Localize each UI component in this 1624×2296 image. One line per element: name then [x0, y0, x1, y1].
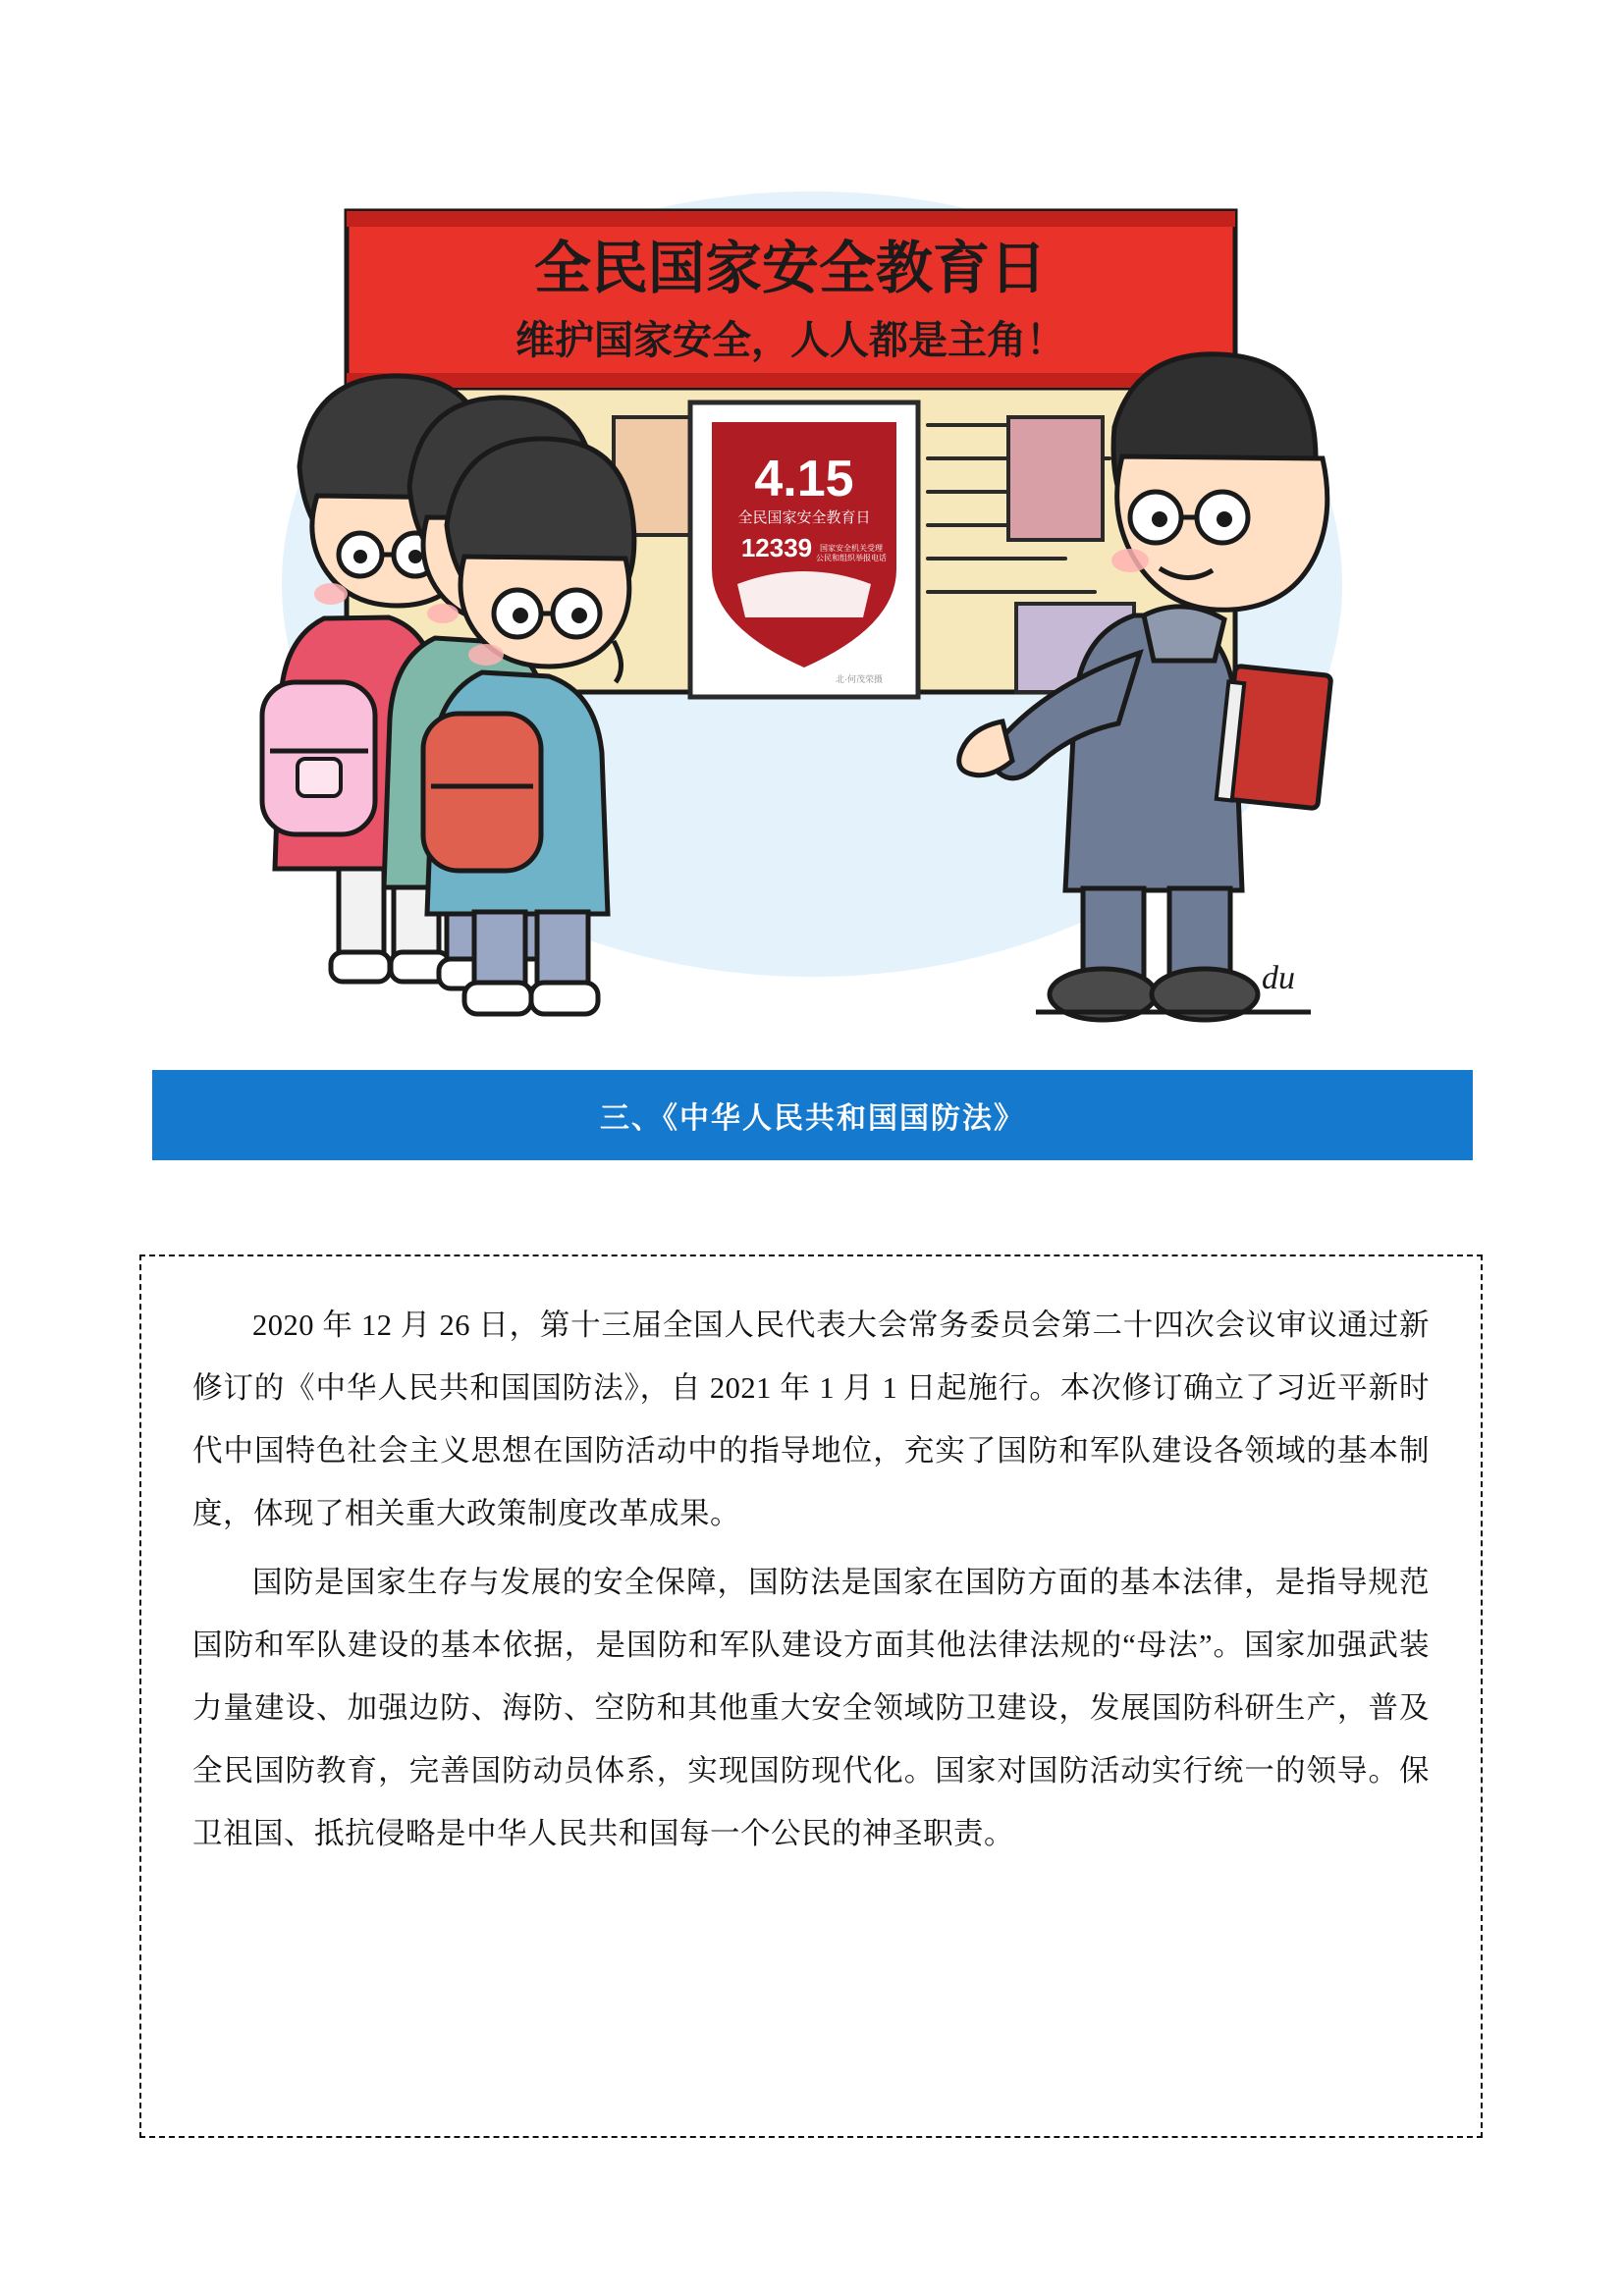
- paragraph-2: 国防是国家生存与发展的安全保障，国防法是国家在国防方面的基本法律，是指导规范国防和军队建设的基本依据，是国防和军队建设方面其他法律法规的“母法”。国家加强武装力量建设、加强边防、海防、空防和其他重大安全领域防卫建设，发展国防科研生产，普及全民国防教育，完善国防动员体系，实现国防现代化。国家对国防活动实行统一的领导。保卫祖国、抵抗侵略是中华人民共和国每一个公民的神圣职责。: [192, 1566, 1430, 1850]
- backpack-red: [423, 714, 541, 871]
- poster-label-text: 全民国家安全教育日: [737, 509, 871, 526]
- banner-subtitle-text: 维护国家安全，人人都是主角！: [515, 319, 1065, 362]
- illustration-svg: [152, 172, 1473, 1055]
- poster-greatwall-graphic: [737, 571, 871, 617]
- poster-date-text: 4.15: [754, 451, 854, 507]
- poster-hotline-caption-2: 公民和组织举报电话: [816, 554, 887, 562]
- section-heading-bar: [152, 1070, 1473, 1160]
- banner-top-strip: [347, 211, 1235, 227]
- board-photo-top-right: [1008, 417, 1103, 540]
- artist-signature: du: [1262, 960, 1295, 996]
- banner-title-text: 全民国家安全教育日: [533, 237, 1048, 300]
- poster-hotline-caption: 国家安全机关受理: [820, 544, 883, 553]
- illustration-figure: [152, 172, 1473, 1055]
- poster-hotline-text: 12339: [740, 533, 813, 562]
- banner-bottom-strip: [347, 373, 1235, 388]
- body-text-box: [139, 1255, 1483, 2138]
- poster-footer-note: 北·何茂荣摄: [836, 674, 883, 684]
- paragraph-1: 2020 年 12 月 26 日，第十三届全国人民代表大会常务委员会第二十四次会议审议通过新修订的《中华人民共和国国防法》，自 2021 年 1 月 1 日起施行。本次修订确立了习近平新时代中国特色社会主义思想在国防活动中的指导地位，充实了国防和军队建设各领域的基本制度，体现了相关重大政策制度改革成果。: [192, 1308, 1430, 1530]
- section-heading-title: 三、《中华人民共和国国防法》: [600, 1102, 1025, 1135]
